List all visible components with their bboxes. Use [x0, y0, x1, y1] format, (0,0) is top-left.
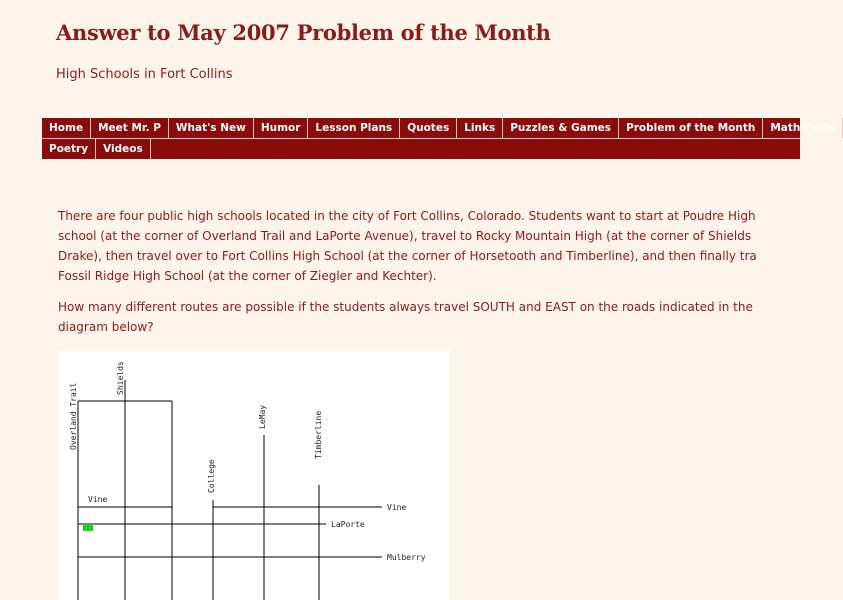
label-mulberry: Mulberry	[387, 553, 426, 562]
label-lemay: LeMay	[258, 404, 267, 429]
problem-paragraph	[58, 206, 818, 286]
label-vine-west: Vine	[88, 495, 108, 504]
nav-videos[interactable]: Videos	[96, 139, 151, 159]
nav-meet-mr-p[interactable]: Meet Mr. P	[91, 118, 169, 138]
nav-bar	[42, 118, 836, 159]
text-line: There are four public high schools located in the city of Fort Collins, Colorado. Students want to start at Poudre High	[58, 209, 756, 223]
page-title: Answer to May 2007 Problem of the Month	[56, 20, 551, 45]
nav-row-1	[42, 118, 843, 138]
page-subtitle: High Schools in Fort Collins	[56, 67, 233, 82]
label-college: College	[207, 459, 216, 493]
nav-whats-new[interactable]: What's New	[169, 118, 254, 138]
nav-divider	[42, 138, 800, 139]
label-shields: Shields	[116, 361, 125, 395]
nav-links[interactable]: Links	[457, 118, 503, 138]
street-map-diagram	[58, 350, 450, 600]
text-line: school (at the corner of Overland Trail and LaPorte Avenue), travel to Rocky Mountain High (at the corner of Shields	[58, 229, 752, 243]
nav-poetry[interactable]: Poetry	[42, 139, 96, 159]
question-paragraph	[58, 297, 818, 337]
poudre-high-marker	[83, 524, 93, 531]
label-laporte: LaPorte	[331, 520, 365, 529]
label-timberline: Timberline	[314, 410, 323, 459]
nav-puzzles-games[interactable]: Puzzles & Games	[503, 118, 619, 138]
text-line: How many different routes are possible if the students always travel SOUTH and EAST on the roads indicated in the	[58, 300, 753, 314]
street-lines	[78, 380, 382, 600]
text-line: diagram below?	[58, 320, 154, 334]
text-line: Fossil Ridge High School (at the corner of Ziegler and Kechter).	[58, 269, 437, 283]
nav-humor[interactable]: Humor	[254, 118, 309, 138]
label-overland-trail: Overland Trail	[69, 382, 78, 450]
nav-row-2	[42, 139, 151, 159]
nav-problem-of-the-month[interactable]: Problem of the Month	[619, 118, 763, 138]
nav-home[interactable]: Home	[42, 118, 91, 138]
text-line: Drake), then travel over to Fort Collins High School (at the corner of Horsetooth and Timberline), and then finally tra	[58, 249, 757, 263]
nav-math-facts[interactable]: Math Facts	[763, 118, 843, 138]
problem-text	[58, 206, 818, 348]
street-map-svg	[58, 350, 450, 600]
nav-quotes[interactable]: Quotes	[400, 118, 457, 138]
nav-lesson-plans[interactable]: Lesson Plans	[308, 118, 400, 138]
label-vine-east: Vine	[387, 503, 407, 512]
